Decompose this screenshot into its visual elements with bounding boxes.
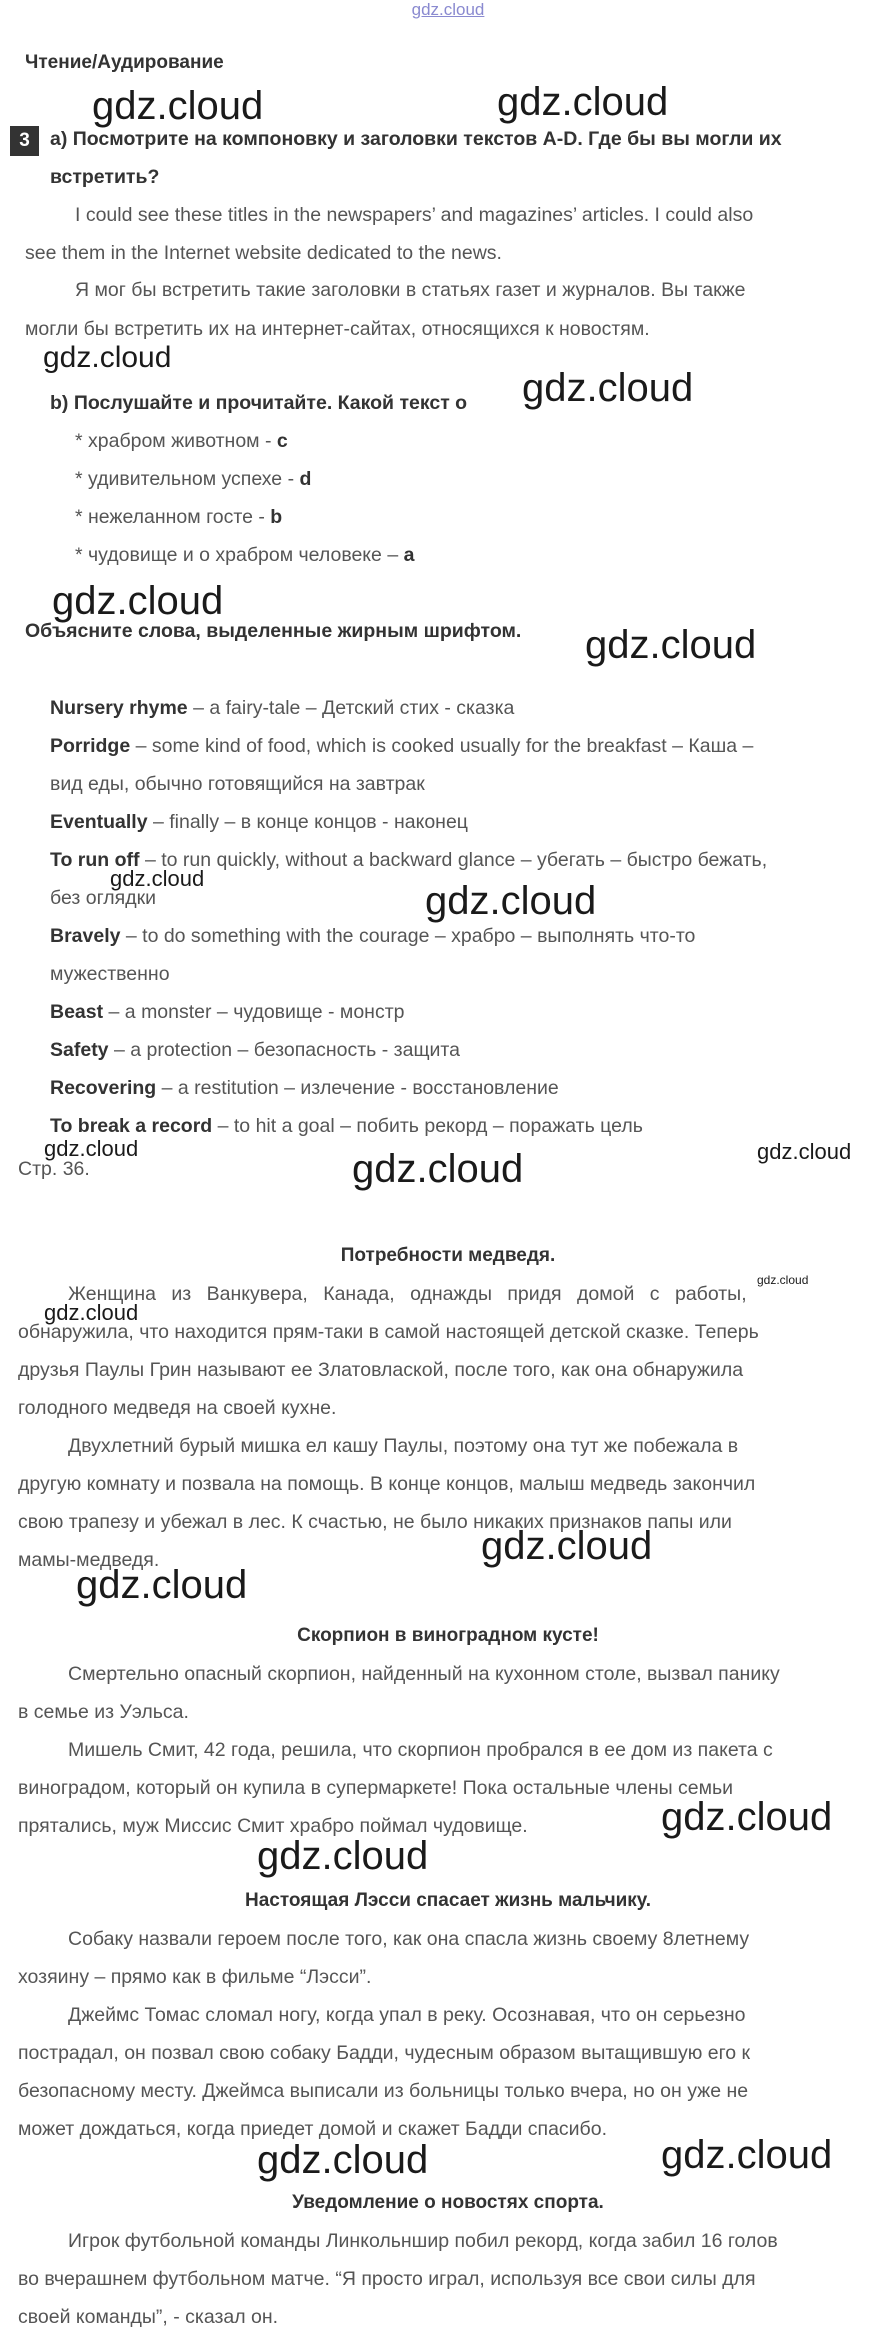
story-line: голодного медведя на своей кухне. bbox=[18, 1397, 337, 1419]
watermark: gdz.cloud bbox=[497, 80, 669, 124]
part-b-item: * удивительном успехе - d bbox=[75, 468, 312, 490]
story-line: хозяину – прямо как в фильме “Лэсси”. bbox=[18, 1966, 372, 1988]
part-a-en-line2: see them in the Internet website dedicated to the news. bbox=[25, 242, 502, 264]
story-line: мамы-медведя. bbox=[18, 1549, 160, 1571]
watermark: gdz.cloud bbox=[52, 579, 224, 623]
vocab-item: To break a record – to hit a goal – побить рекорд – поражать цель bbox=[50, 1115, 643, 1137]
page-reference: Стр. 36. bbox=[18, 1158, 90, 1180]
vocab-item: Beast – a monster – чудовище - монстр bbox=[50, 1001, 405, 1023]
story-title: Уведомление о новостях спорта. bbox=[292, 2192, 604, 2213]
watermark: gdz.cloud bbox=[44, 1136, 139, 1161]
watermark: gdz.cloud bbox=[757, 1139, 852, 1164]
story-line: Женщина из Ванкувера, Канада, однажды придя домой с работы, bbox=[68, 1283, 747, 1305]
vocab-item: Porridge – some kind of food, which is cooked usually for the breakfast – Каша – bbox=[50, 735, 754, 757]
task-number-badge: 3 bbox=[10, 126, 39, 156]
part-a-ru-line2: могли бы встретить их на интернет-сайтах, относящихся к новостям. bbox=[25, 318, 650, 340]
watermark: gdz.cloud bbox=[44, 1300, 139, 1325]
story-line: свою трапезу и убежал в лес. К счастью, не было никаких признаков папы или bbox=[18, 1511, 732, 1533]
vocab-item: Recovering – a restitution – излечение - восстановление bbox=[50, 1077, 559, 1099]
story-line: виноградом, который он купила в супермаркете! Пока остальные члены семьи bbox=[18, 1777, 734, 1799]
vocab-item: Safety – a protection – безопасность - защита bbox=[50, 1039, 460, 1061]
part-a-question-line1: a) Посмотрите на компоновку и заголовки текстов A-D. Где бы вы могли их bbox=[50, 128, 782, 150]
story-line: Игрок футбольной команды Линкольншир побил рекорд, когда забил 16 голов bbox=[68, 2230, 778, 2252]
part-b-item: * храбром животном - c bbox=[75, 430, 288, 452]
watermark: gdz.cloud bbox=[257, 2138, 429, 2182]
story-line: Смертельно опасный скорпион, найденный на кухонном столе, вызвал панику bbox=[68, 1663, 780, 1685]
watermark: gdz.cloud bbox=[425, 879, 597, 923]
watermark: gdz.cloud bbox=[757, 1273, 809, 1287]
story-line: в семье из Уэльса. bbox=[18, 1701, 189, 1723]
part-a-ru-line1: Я мог бы встретить такие заголовки в статьях газет и журналов. Вы также bbox=[75, 279, 746, 301]
watermark: gdz.cloud bbox=[522, 366, 694, 410]
story-line: своей команды”, - сказал он. bbox=[18, 2306, 279, 2328]
part-b-item: * нежеланном госте - b bbox=[75, 506, 283, 528]
section-title: Чтение/Аудирование bbox=[25, 52, 224, 73]
vocab-item: To run off – to run quickly, without a backward glance – убегать – быстро бежать, bbox=[50, 849, 768, 871]
story-line: друзья Паулы Грин называют ее Златовлаской, после того, как она обнаружила bbox=[18, 1359, 744, 1381]
story-line: Джеймс Томас сломал ногу, когда упал в реку. Осознавая, что он серьезно bbox=[68, 2004, 746, 2026]
watermark: gdz.cloud bbox=[352, 1147, 524, 1191]
explain-title: Объясните слова, выделенные жирным шрифтом. bbox=[25, 620, 522, 642]
story-line: прятались, муж Миссис Смит храбро поймал чудовище. bbox=[18, 1815, 528, 1837]
watermark: gdz.cloud bbox=[257, 1834, 429, 1878]
vocab-item: Bravely – to do something with the courage – храбро – выполнять что-то bbox=[50, 925, 696, 947]
vocab-item-continuation: вид еды, обычно готовящийся на завтрак bbox=[50, 773, 425, 795]
part-b-question: b) Послушайте и прочитайте. Какой текст о bbox=[50, 392, 468, 414]
part-b-item: * чудовище и о храбром человеке – a bbox=[75, 544, 415, 566]
watermark: gdz.cloud bbox=[76, 1563, 248, 1607]
story-line: Мишель Смит, 42 года, решила, что скорпион пробрался в ее дом из пакета с bbox=[68, 1739, 773, 1761]
story-line: Двухлетний бурый мишка ел кашу Паулы, поэтому она тут же побежала в bbox=[68, 1435, 739, 1457]
story-line: другую комнату и позвала на помощь. В конце концов, малыш медведь закончил bbox=[18, 1473, 756, 1495]
watermark: gdz.cloud bbox=[110, 866, 205, 891]
vocab-item-continuation: без оглядки bbox=[50, 887, 156, 909]
part-a-question-line2: встретить? bbox=[50, 166, 160, 188]
watermark: gdz.cloud bbox=[481, 1524, 653, 1568]
story-title: Скорпион в виноградном кусте! bbox=[297, 1625, 599, 1646]
story-line: обнаружила, что находится прям-таки в самой настоящей детской сказке. Теперь bbox=[18, 1321, 759, 1343]
story-line: пострадал, он позвал свою собаку Бадди, чудесным образом вытащившую его к bbox=[18, 2042, 751, 2064]
story-line: безопасному месту. Джеймса выписали из больницы только вчера, но он уже не bbox=[18, 2080, 749, 2102]
part-a-en-line1: I could see these titles in the newspapers’ and magazines’ articles. I could also bbox=[75, 204, 754, 226]
watermark: gdz.cloud bbox=[92, 84, 264, 128]
watermark: gdz.cloud bbox=[661, 1795, 833, 1839]
story-title: Настоящая Лэсси спасает жизнь мальчику. bbox=[245, 1890, 651, 1911]
story-line: во вчерашнем футбольном матче. “Я просто играл, используя все свои силы для bbox=[18, 2268, 756, 2290]
vocab-item: Eventually – finally – в конце концов - наконец bbox=[50, 811, 468, 833]
watermark: gdz.cloud bbox=[585, 623, 757, 667]
watermark: gdz.cloud bbox=[661, 2133, 833, 2177]
vocab-item: Nursery rhyme – a fairy-tale – Детский стих - сказка bbox=[50, 697, 515, 719]
watermark: gdz.cloud bbox=[43, 341, 172, 374]
story-title: Потребности медведя. bbox=[340, 1245, 556, 1266]
story-line: Собаку назвали героем после того, как она спасла жизнь своему 8летнему bbox=[68, 1928, 750, 1950]
story-line: может дождаться, когда приедет домой и скажет Бадди спасибо. bbox=[18, 2118, 607, 2140]
site-link[interactable]: gdz.cloud bbox=[411, 0, 485, 19]
vocab-item-continuation: мужественно bbox=[50, 963, 170, 985]
